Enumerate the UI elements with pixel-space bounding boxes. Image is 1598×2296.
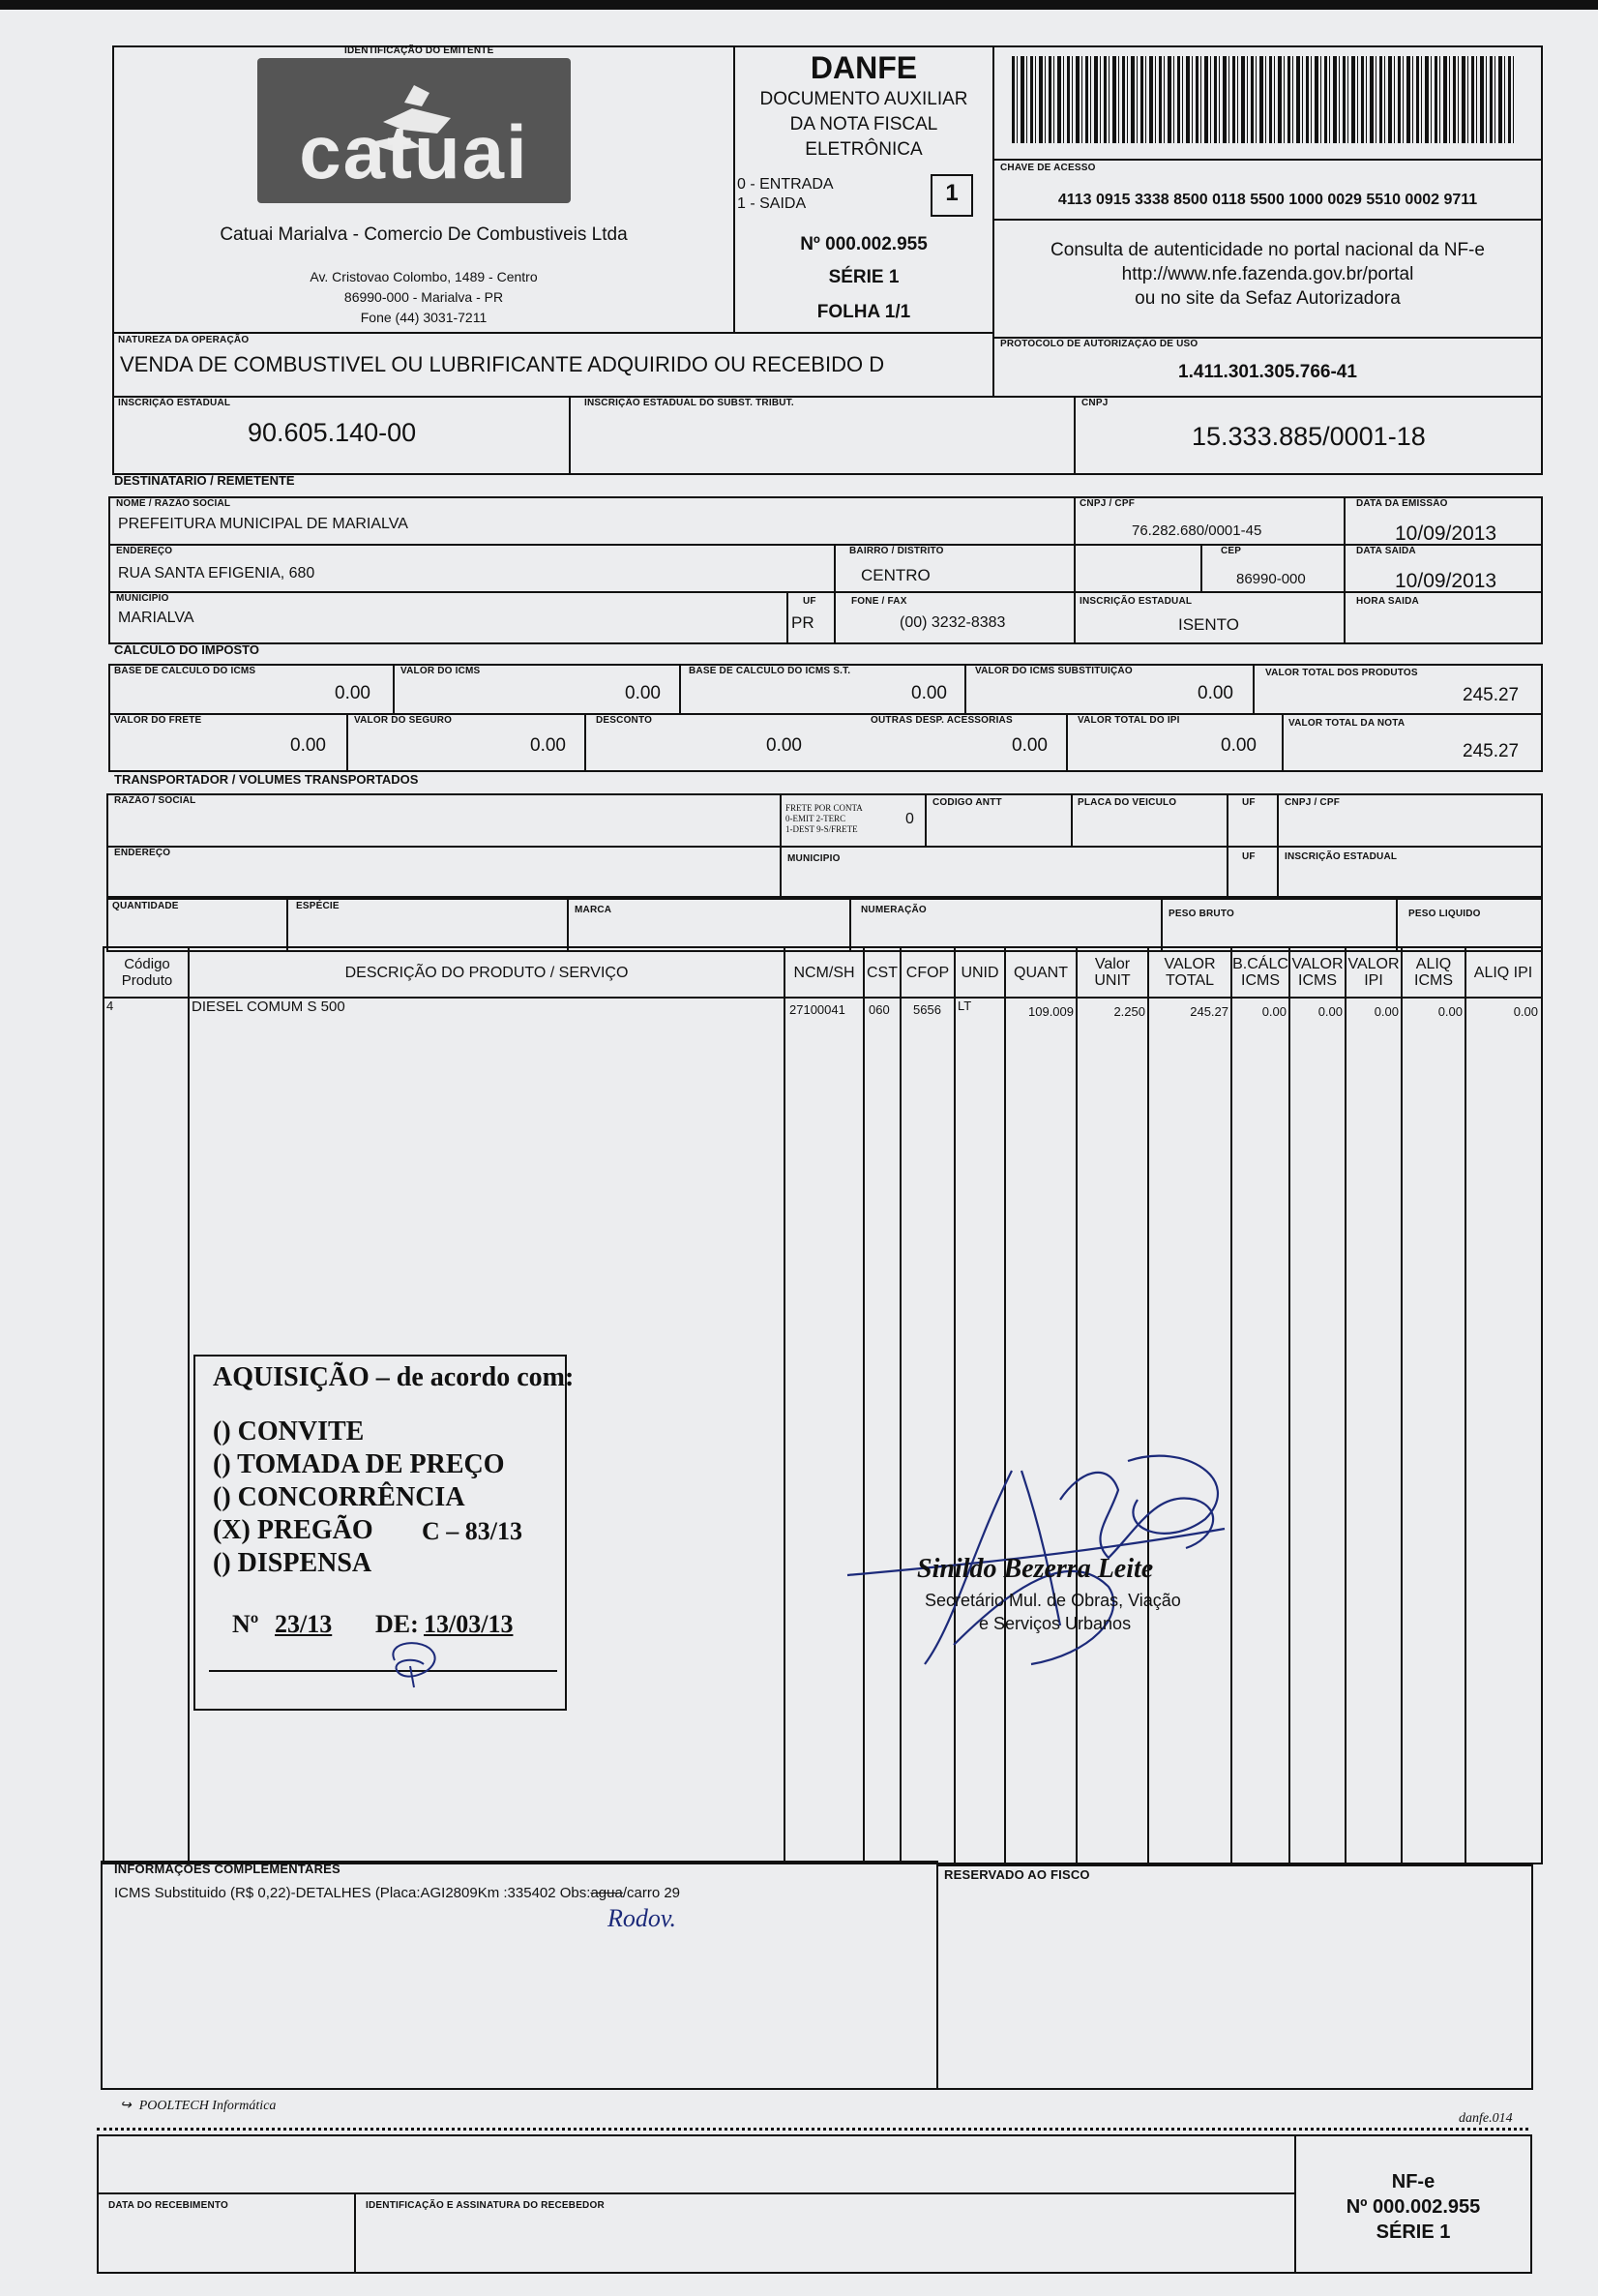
dest-col-cnpj [1074,496,1076,644]
software-name: POOLTECH Informática [138,2099,277,2113]
consulta-line-3: ou no site da Sefaz Autorizadora [1135,288,1401,309]
transp-col-cnpj [1277,793,1279,898]
software-arrow-icon: ↪ [120,2099,132,2113]
produtos-col-divider [1288,948,1290,1863]
ie-divider-1 [569,396,571,475]
canhoto-divider [97,2192,1296,2194]
row-descricao: DIESEL COMUM S 500 [192,999,345,1015]
hdr-cst: CST [867,964,898,981]
danfe-tipo: 1 [945,180,959,206]
total-nota-label: VALOR TOTAL DA NOTA [1288,718,1406,729]
natureza-label: NATUREZA DA OPERAÇÃO [118,335,250,345]
imposto-col-a1 [393,664,395,713]
antt-label: CODIGO ANTT [932,797,1002,808]
hdr-ncm: NCM/SH [793,964,855,981]
protocolo-label: PROTOCOLO DE AUTORIZAÇÃO DE USO [1000,339,1198,349]
transp-uf2-label: UF [1242,851,1256,862]
marca-label: MARCA [575,905,612,915]
dest-cnpj-value: 76.282.680/0001-45 [1132,522,1262,539]
software-credit [120,2098,276,2114]
canhoto-nfe-numero: Nº 000.002.955 [1346,2196,1481,2218]
dest-saida-value: 10/09/2013 [1395,570,1497,592]
danfe-subtitle-3: ELETRÔNICA [805,139,923,160]
vol-col-5 [1396,898,1398,952]
hdr-cfop: CFOP [905,964,950,981]
row-valor-unit: 2.250 [1113,1004,1145,1019]
total-nota-value: 245.27 [1463,741,1520,761]
produtos-col-divider [784,948,785,1863]
danfe-title: DANFE [810,50,918,85]
dest-cnpj-label: CNPJ / CPF [1080,498,1136,509]
dest-col-bairro [834,544,836,591]
hdr-codigo: Código Produto [121,956,173,989]
canhoto-col-1 [354,2192,356,2274]
outras-label: OUTRAS DESP. ACESSORIAS [871,715,1013,726]
fisco-box [936,1864,1533,2090]
produtos-col-divider [863,948,865,1863]
dest-municipio-value: MARIALVA [118,610,194,626]
canhoto-nfe-label: NF-e [1391,2171,1435,2192]
cut-line [97,2128,1528,2131]
hdr-quant: QUANT [1014,964,1068,981]
destinatario-section-label: DESTINATARIO / REMETENTE [114,473,295,488]
chave-value: 4113 0915 3338 8500 0118 5500 1000 0029 5510 0002 9711 [1057,192,1478,208]
complementares-label: INFORMAÇÕES COMPLEMENTARES [114,1862,340,1876]
peso-liquido-label: PESO LIQUIDO [1408,909,1481,919]
imposto-col-b4 [1282,713,1284,772]
emitente-cidade: 86990-000 - Marialva - PR [343,289,504,305]
dest-col-data [1344,496,1346,644]
vol-col-4 [1161,898,1163,952]
seguro-value: 0.00 [530,735,566,756]
dest-bairro-label: BAIRRO / DISTRITO [849,546,944,556]
signature-cargo-1: Secretário Mul. de Obras, Viação [925,1591,1181,1610]
row-valor-total: 245.27 [1190,1004,1228,1019]
frete-value: 0.00 [290,735,326,756]
ipi-label: VALOR TOTAL DO IPI [1078,715,1180,726]
chave-label: CHAVE DE ACESSO [1000,163,1096,173]
complementares-text-struck: agua [590,1885,623,1901]
vol-col-2 [567,898,569,952]
frete-conta-line-1: FRETE POR CONTA [785,803,863,813]
dest-saida-label: DATA SAIDA [1356,546,1416,556]
danfe-version: danfe.014 [1459,2111,1513,2126]
danfe-saida: 1 - SAIDA [737,195,807,212]
produtos-col-divider [188,948,190,1863]
dest-emissao-value: 10/09/2013 [1395,522,1497,545]
dest-endereco-label: ENDEREÇO [116,546,173,556]
vol-col-3 [849,898,851,952]
danfe-subtitle-1: DOCUMENTO AUXILIAR [759,89,968,109]
ipi-value: 0.00 [1221,735,1257,756]
dest-row-divider-2 [108,591,1543,593]
frete-conta-line-2: 0-EMIT 2-TERC [785,814,846,823]
dest-cep-value: 86990-000 [1236,571,1306,587]
danfe-entrada: 0 - ENTRADA [737,176,834,193]
frete-label: VALOR DO FRETE [114,715,202,726]
hdr-valor-total: VALOR TOTAL [1164,956,1216,989]
desconto-value: 0.00 [766,735,802,756]
produtos-col-divider [1345,948,1346,1863]
frete-conta-value: 0 [905,811,914,827]
stamp-de-prefix: DE: [375,1610,419,1638]
ie-value: 90.605.140-00 [248,418,417,447]
hdr-unid: UNID [961,964,999,981]
complementares-text [114,1885,680,1901]
chave-divider-top [992,159,1543,161]
row-valor-icms: 0.00 [1317,1004,1343,1019]
row-quant: 109.009 [1028,1004,1074,1019]
transp-row-divider [106,846,1543,848]
total-prod-value: 245.27 [1463,685,1520,705]
aquisicao-stamp [193,1355,575,1711]
produtos-col-divider [900,948,902,1863]
row-cfop: 5656 [913,1002,941,1017]
consulta-line-1: Consulta de autenticidade no portal nacional da NF-e [1051,240,1485,260]
scan-top-edge [0,0,1598,10]
hdr-descricao: DESCRIÇÃO DO PRODUTO / SERVIÇO [344,964,629,981]
transp-cnpj-label: CNPJ / CPF [1285,797,1341,808]
dest-col-fone [834,591,836,644]
imposto-col-b2 [584,713,586,772]
complementares-text-1: ICMS Substituido (R$ 0,22)-DETALHES (Placa:AGI2809Km :335402 Obs: [114,1885,591,1901]
row-codigo: 4 [106,999,114,1013]
hdr-valor-icms: VALOR ICMS [1291,956,1344,989]
dest-municipio-label: MUNICIPIO [116,593,169,604]
data-recebimento-label: DATA DO RECEBIMENTO [108,2200,228,2211]
row-aliq-ipi: 0.00 [1513,1004,1538,1019]
stamp-de-value: 13/03/13 [424,1610,514,1638]
transp-endereco-label: ENDEREÇO [114,848,171,858]
icms-label: VALOR DO ICMS [400,666,481,676]
row-bc-icms: 0.00 [1261,1004,1287,1019]
bc-st-label: BASE DE CALCULO DO ICMS S.T. [689,666,851,676]
barcode-icon [1012,56,1515,143]
ie-label: INSCRIÇÃO ESTADUAL [118,398,231,408]
bc-st-value: 0.00 [911,683,947,703]
hdr-aliq-ipi: ALIQ IPI [1473,964,1533,981]
transp-razao-label: RAZÃO / SOCIAL [114,795,196,806]
signature-name: Sinildo Bezerra Leite [917,1554,1154,1584]
stamp-pregao-num: C – 83/13 [422,1517,522,1545]
emitente-section-label: IDENTIFICAÇÃO DO EMITENTE [344,45,494,56]
imposto-col-a2 [679,664,681,713]
transp-ie-label: INSCRIÇÃO ESTADUAL [1285,851,1398,862]
stamp-num-value: 23/13 [275,1610,333,1638]
row-aliq-icms: 0.00 [1437,1004,1463,1019]
produtos-col-divider [954,948,956,1863]
transp-col-frete [780,793,782,898]
dest-ie-value: ISENTO [1178,615,1239,634]
cnpj-label: CNPJ [1081,398,1109,408]
imposto-col-b3 [1066,713,1068,772]
stamp-tomada: () TOMADA DE PREÇO [213,1449,505,1479]
dest-row-divider-1 [108,544,1543,546]
produtos-col-divider [1230,948,1232,1863]
icms-st-label: VALOR DO ICMS SUBSTITUIÇÃO [975,666,1133,676]
dest-endereco-value: RUA SANTA EFIGENIA, 680 [118,565,315,581]
numeracao-label: NUMERAÇÃO [861,905,927,915]
icms-st-value: 0.00 [1198,683,1233,703]
dest-nome-label: NOME / RAZÃO SOCIAL [116,498,231,509]
complementares-text-2: /carro 29 [622,1885,681,1901]
especie-label: ESPÉCIE [296,901,340,911]
row-valor-ipi: 0.00 [1374,1004,1399,1019]
stamp-concorrencia: () CONCORRÊNCIA [213,1482,465,1512]
dest-cep-label: CEP [1221,546,1242,556]
transp-col-placa [1071,793,1073,846]
imposto-col-a4 [1253,664,1255,713]
transp-municipio-label: MUNICIPIO [787,853,841,864]
produtos-col-divider [1004,948,1006,1863]
company-logo [257,58,571,203]
transportador-section-label: TRANSPORTADOR / VOLUMES TRANSPORTADOS [114,772,419,787]
consulta-line-2: http://www.nfe.fazenda.gov.br/portal [1121,264,1414,284]
dest-col-cep [1200,544,1202,591]
imposto-col-a3 [964,664,966,713]
ie-st-label: INSCRIÇÃO ESTADUAL DO SUBST. TRIBUT. [584,398,794,408]
imposto-col-b1 [346,713,348,772]
outras-value: 0.00 [1012,735,1048,756]
hdr-bc-icms: B.CÁLC ICMS [1232,956,1288,989]
produtos-col-divider [1465,948,1466,1863]
dest-bairro-value: CENTRO [861,566,931,584]
complementares-handwritten: Rodov. [607,1904,676,1932]
bc-icms-value: 0.00 [335,683,370,703]
row-unid: LT [958,999,972,1013]
danfe-serie: SÉRIE 1 [828,267,900,287]
cnpj-value: 15.333.885/0001-18 [1192,422,1426,451]
produtos-col-divider [1076,948,1078,1863]
imposto-row-divider [108,713,1543,715]
dest-hora-label: HORA SAIDA [1356,596,1419,607]
stamp-num-prefix: Nº [232,1610,259,1638]
bc-icms-label: BASE DE CALCULO DO ICMS [114,666,256,676]
emitente-razao-social: Catuai Marialva - Comercio De Combustiveis Ltda [220,224,628,245]
danfe-folha: FOLHA 1/1 [816,302,911,322]
hdr-valor-ipi: VALOR IPI [1347,956,1400,989]
produtos-col-divider [1147,948,1149,1863]
dest-nome-value: PREFEITURA MUNICIPAL DE MARIALVA [118,516,408,532]
dest-uf-value: PR [791,613,814,632]
total-prod-label: VALOR TOTAL DOS PRODUTOS [1265,668,1418,678]
stamp-convite: () CONVITE [213,1416,365,1446]
vol-col-1 [286,898,288,952]
dest-uf-label: UF [803,596,816,607]
dest-ie-label: INSCRIÇÃO ESTADUAL [1080,596,1193,607]
fisco-label: RESERVADO AO FISCO [944,1867,1090,1882]
stamp-initials-icon [375,1631,462,1689]
chave-divider-bottom [992,219,1543,221]
dest-fone-value: (00) 3232-8383 [900,614,1006,631]
hdr-valor-unit: Valor UNIT [1094,956,1131,989]
dest-emissao-label: DATA DA EMISSÃO [1356,498,1448,509]
natureza-value: VENDA DE COMBUSTIVEL OU LUBRIFICANTE ADQUIRIDO OU RECEBIDO D [120,352,885,376]
peso-bruto-label: PESO BRUTO [1169,909,1234,919]
imposto-section-label: CÁLCULO DO IMPOSTO [114,642,259,657]
stamp-dispensa: () DISPENSA [213,1548,372,1578]
frete-conta-line-3: 1-DEST 9-S/FRETE [785,824,858,834]
desconto-label: DESCONTO [596,715,653,726]
dest-col-uf [786,591,788,644]
hdr-aliq-icms: ALIQ ICMS [1414,956,1453,989]
stamp-pregao: (X) PREGÃO [213,1515,373,1545]
stamp-title: AQUISIÇÃO – de acordo com: [213,1362,575,1392]
row-ncm: 27100041 [789,1002,845,1017]
emitente-endereco: Av. Cristovao Colombo, 1489 - Centro [310,269,538,284]
identificacao-label: IDENTIFICAÇÃO E ASSINATURA DO RECEBEDOR [366,2200,605,2211]
ie-divider-2 [1074,396,1076,475]
transp-col-antt [925,793,927,846]
dest-fone-label: FONE / FAX [851,596,907,607]
placa-label: PLACA DO VEICULO [1078,797,1177,808]
protocolo-value: 1.411.301.305.766-41 [1178,362,1357,382]
danfe-subtitle-2: DA NOTA FISCAL [789,114,938,134]
danfe-numero: Nº 000.002.955 [800,234,928,254]
signature-cargo-2: e Serviços Urbanos [979,1614,1132,1633]
logo-text: catuai [299,109,529,194]
transp-uf-label: UF [1242,797,1256,808]
seguro-label: VALOR DO SEGURO [354,715,453,726]
produtos-col-divider [1401,948,1403,1863]
canhoto-nfe-serie: SÉRIE 1 [1376,2221,1451,2243]
emitente-fone: Fone (44) 3031-7211 [360,310,488,325]
transp-col-uf [1227,793,1228,898]
icms-value: 0.00 [625,683,661,703]
row-cst: 060 [869,1002,890,1017]
quantidade-label: QUANTIDADE [112,901,179,911]
